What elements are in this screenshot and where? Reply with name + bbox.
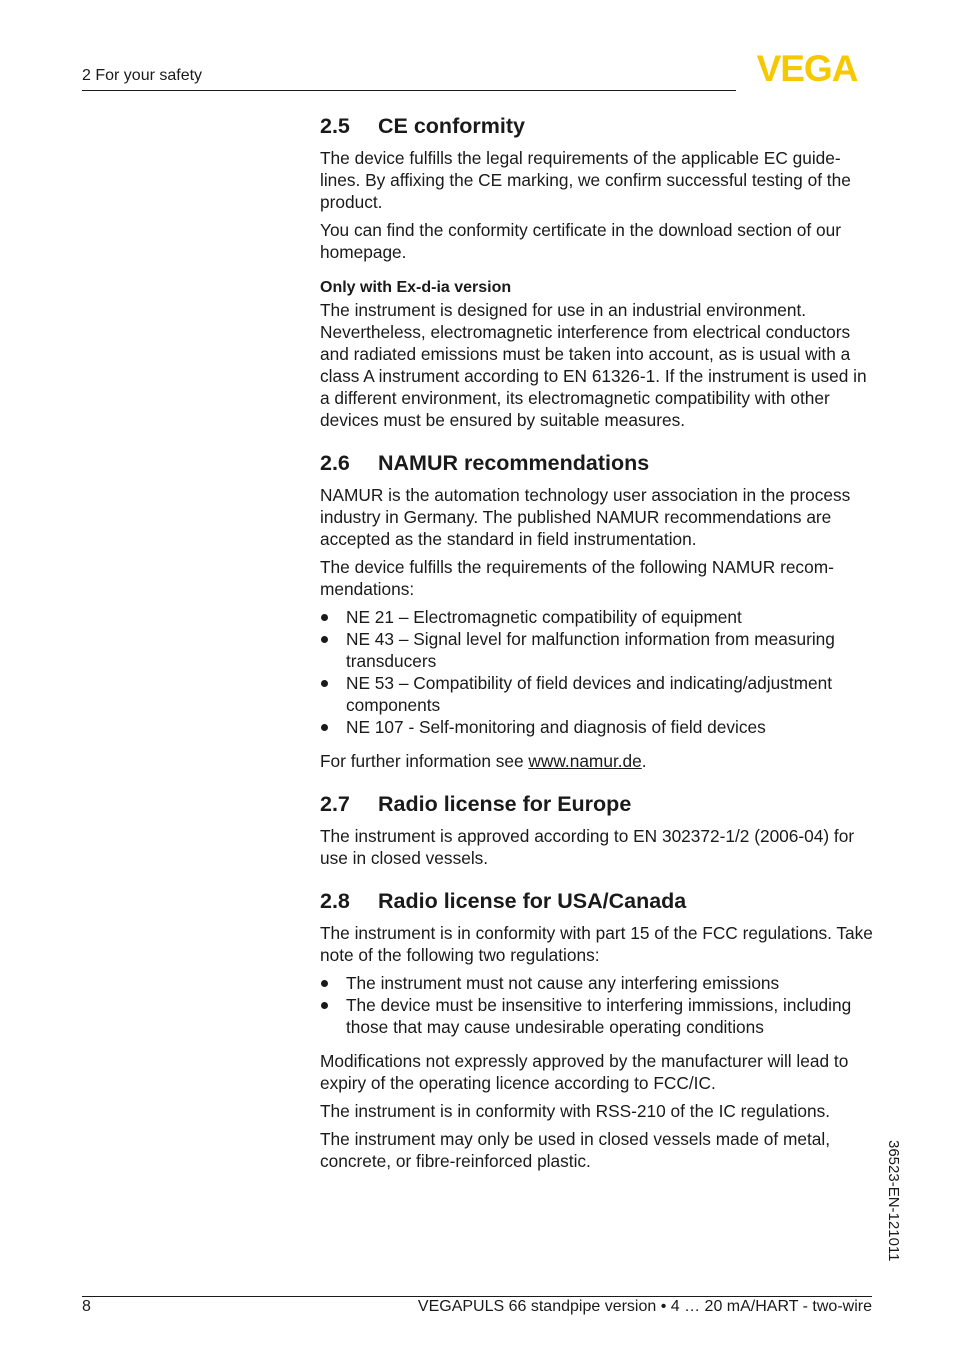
page-number: 8: [82, 1298, 91, 1315]
footer-title: VEGAPULS 66 standpipe version • 4 … 20 mA/HART - two-wire: [417, 1298, 872, 1315]
footer-divider: [82, 1296, 872, 1297]
paragraph: The instrument may only be used in closed vessels made of metal, concrete, or fibre-reinforced plastic.: [320, 1129, 831, 1171]
section-heading: 2.5 CE conformity: [320, 114, 525, 138]
bullet-icon: [321, 724, 328, 731]
vega-logo: [742, 52, 872, 84]
paragraph: The device fulfills the legal requirements of the applicable EC guide-lines. By affixing the CE marking, we confirm successful testing of the product.: [320, 148, 851, 212]
list-item: NE 107 - Self-monitoring and diagnosis of field devices: [320, 716, 876, 738]
list-item: NE 53 – Compatibility of field devices and indicating/adjustment components: [320, 672, 876, 716]
bullet-list: [320, 972, 876, 1038]
bullet-icon: [321, 636, 328, 643]
running-header: 2 For your safety: [82, 67, 203, 84]
bullet-icon: [321, 1002, 328, 1009]
main-content: [320, 112, 876, 1178]
bullet-list: [320, 606, 876, 738]
section-namur: [320, 449, 876, 772]
paragraph: For further information see www.namur.de.: [320, 751, 647, 771]
header-divider: [82, 90, 736, 91]
list-item: NE 21 – Electromagnetic compatibility of equipment: [320, 606, 876, 628]
paragraph: You can find the conformity certificate in the download section of our homepage.: [320, 220, 841, 262]
section-radio-europe: [320, 790, 876, 869]
bullet-icon: [321, 980, 328, 987]
list-item: The device must be insensitive to interfering immissions, including those that may cause undesirable operating conditions: [320, 994, 876, 1038]
section-heading: 2.8 Radio license for USA/Canada: [320, 889, 687, 913]
section-ce-conformity: [320, 112, 876, 431]
section-heading: 2.6 NAMUR recommendations: [320, 451, 650, 475]
section-heading: 2.7 Radio license for Europe: [320, 792, 632, 816]
vega-logo-text: VEGA: [756, 52, 858, 84]
subheading: Only with Ex-d-ia version: [320, 279, 512, 296]
paragraph: Modifications not expressly approved by the manufacturer will lead to expiry of the operating licence according to FCC/IC.: [320, 1051, 849, 1093]
paragraph: The instrument is in conformity with RSS-210 of the IC regulations.: [320, 1101, 831, 1121]
paragraph: The device fulfills the requirements of the following NAMUR recom-mendations:: [320, 557, 834, 599]
section-radio-usa-canada: [320, 887, 876, 1172]
paragraph: NAMUR is the automation technology user association in the process industry in Germany. The published NAMUR recommendations are accepted as the standard in field instrumentation.: [320, 485, 851, 549]
namur-link[interactable]: www.namur.de: [528, 751, 642, 771]
document-id: 36523-EN-121011: [885, 1140, 902, 1262]
bullet-icon: [321, 614, 328, 621]
list-item: The instrument must not cause any interfering emissions: [320, 972, 876, 994]
paragraph: The instrument is designed for use in an industrial environment. Nevertheless, electromagnetic interference from electrical conductors and radiated emissions must be taken into account, as is usual with a class A instrument according to EN 61326-1. If the instrument is used in a different environment, its electromagnetic compatibility with other devices must be ensured by suitable measures.: [320, 300, 867, 430]
paragraph: The instrument is approved according to EN 302372-1/2 (2006-04) for use in closed vessels.: [320, 826, 855, 868]
list-item: NE 43 – Signal level for malfunction information from measuring transducers: [320, 628, 876, 672]
bullet-icon: [321, 680, 328, 687]
paragraph: The instrument is in conformity with part 15 of the FCC regulations. Take note of the following two regulations:: [320, 923, 873, 965]
